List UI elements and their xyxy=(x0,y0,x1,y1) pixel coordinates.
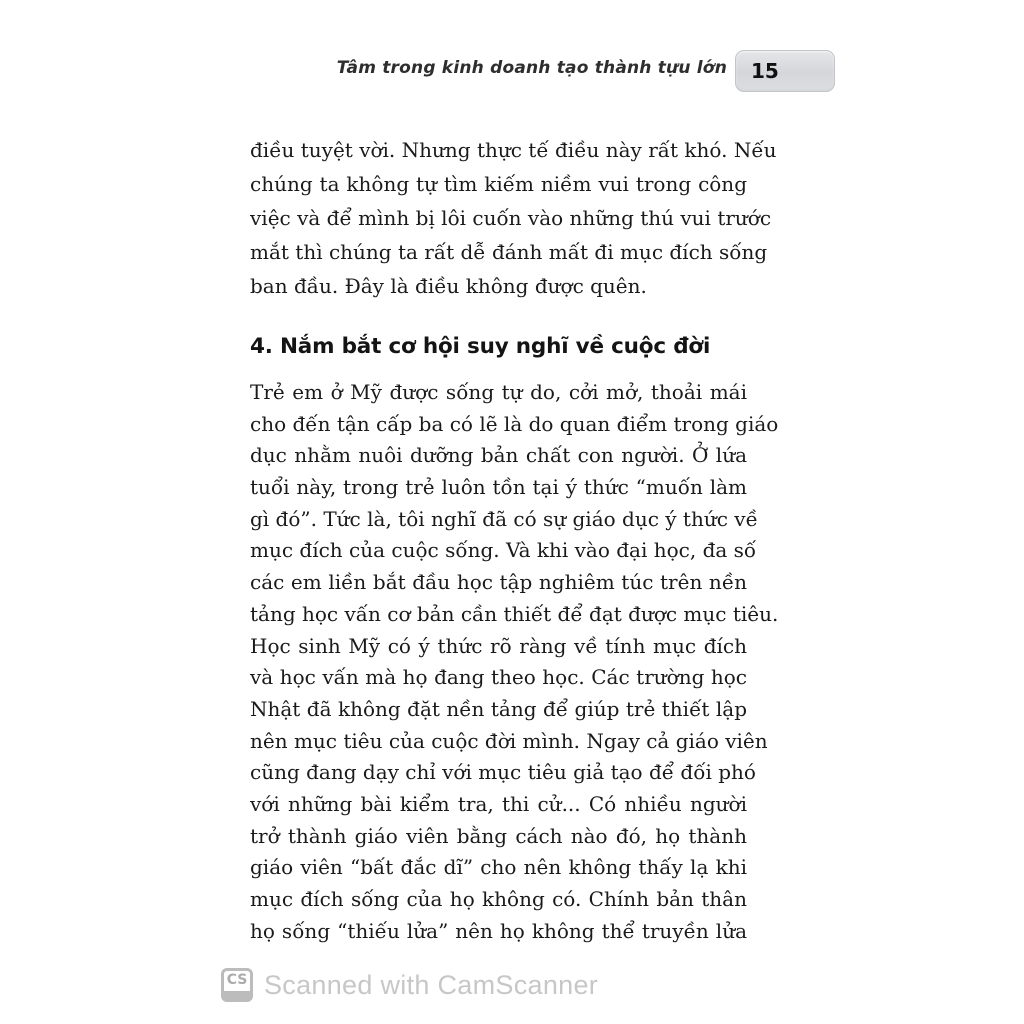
text-line: dục nhằm nuôi dưỡng bản chất con người. Ở lứa xyxy=(250,443,747,468)
text-line: Trẻ em ở Mỹ được sống tự do, cởi mở, thoải mái xyxy=(250,380,747,404)
camscanner-logo-icon xyxy=(221,968,253,1002)
text-line: nên mục tiêu của cuộc đời mình. Ngay cả giáo viên xyxy=(250,728,768,753)
text-line: cho đến tận cấp ba có lẽ là do quan điểm trong giáo xyxy=(250,411,779,436)
page-number: 15 xyxy=(751,59,779,83)
paragraph-body xyxy=(250,377,779,947)
camscanner-watermark xyxy=(221,968,598,1002)
text-line: cũng đang dạy chỉ với mục tiêu giả tạo để đối phó xyxy=(250,760,756,785)
text-line: các em liền bắt đầu học tập nghiêm túc trên nền xyxy=(250,570,747,595)
camscanner-logo-base xyxy=(224,991,250,999)
page-number-badge xyxy=(735,50,835,92)
text-line: tuổi này, trong trẻ luôn tồn tại ý thức “muốn làm xyxy=(250,475,747,500)
text-line: việc và để mình bị lôi cuốn vào những thú vui trước xyxy=(250,206,772,230)
text-line: điều tuyệt vời. Nhưng thực tế điều này rất khó. Nếu xyxy=(250,138,777,162)
text-line: với những bài kiểm tra, thi cử... Có nhiều người xyxy=(250,791,747,816)
text-line: gì đó”. Tức là, tôi nghĩ đã có sự giáo dục ý thức về xyxy=(250,506,758,531)
text-line: mục đích sống của họ không có. Chính bản thân xyxy=(250,887,747,911)
running-header-title: Tâm trong kinh doanh tạo thành tựu lớn xyxy=(336,58,727,78)
watermark-text: Scanned with CamScanner xyxy=(264,969,599,1000)
camscanner-logo-letters: CS xyxy=(226,972,248,988)
paragraph-continuation xyxy=(250,133,777,303)
text-line: họ sống “thiếu lửa” nên họ không thể truyền lửa xyxy=(250,918,747,943)
text-line: giáo viên “bất đắc dĩ” cho nên không thấy lạ khi xyxy=(250,855,747,880)
text-line: Nhật đã không đặt nền tảng để giúp trẻ thiết lập xyxy=(250,696,747,721)
text-line: Học sinh Mỹ có ý thức rõ ràng về tính mục đích xyxy=(250,633,747,658)
text-line: chúng ta không tự tìm kiếm niềm vui trong công xyxy=(250,172,747,196)
text-line: và học vấn mà họ đang theo học. Các trường học xyxy=(250,665,747,690)
text-line: mắt thì chúng ta rất dễ đánh mất đi mục đích sống xyxy=(250,240,768,264)
text-line: mục đích của cuộc sống. Và khi vào đại học, đa số xyxy=(250,538,757,563)
section-heading: 4. Nắm bắt cơ hội suy nghĩ về cuộc đời xyxy=(250,334,711,359)
text-line: tảng học vấn cơ bản cần thiết để đạt được mục tiêu. xyxy=(250,601,779,626)
text-line: trở thành giáo viên bằng cách nào đó, họ thành xyxy=(250,823,747,848)
text-line: ban đầu. Đây là điều không được quên. xyxy=(250,274,647,298)
